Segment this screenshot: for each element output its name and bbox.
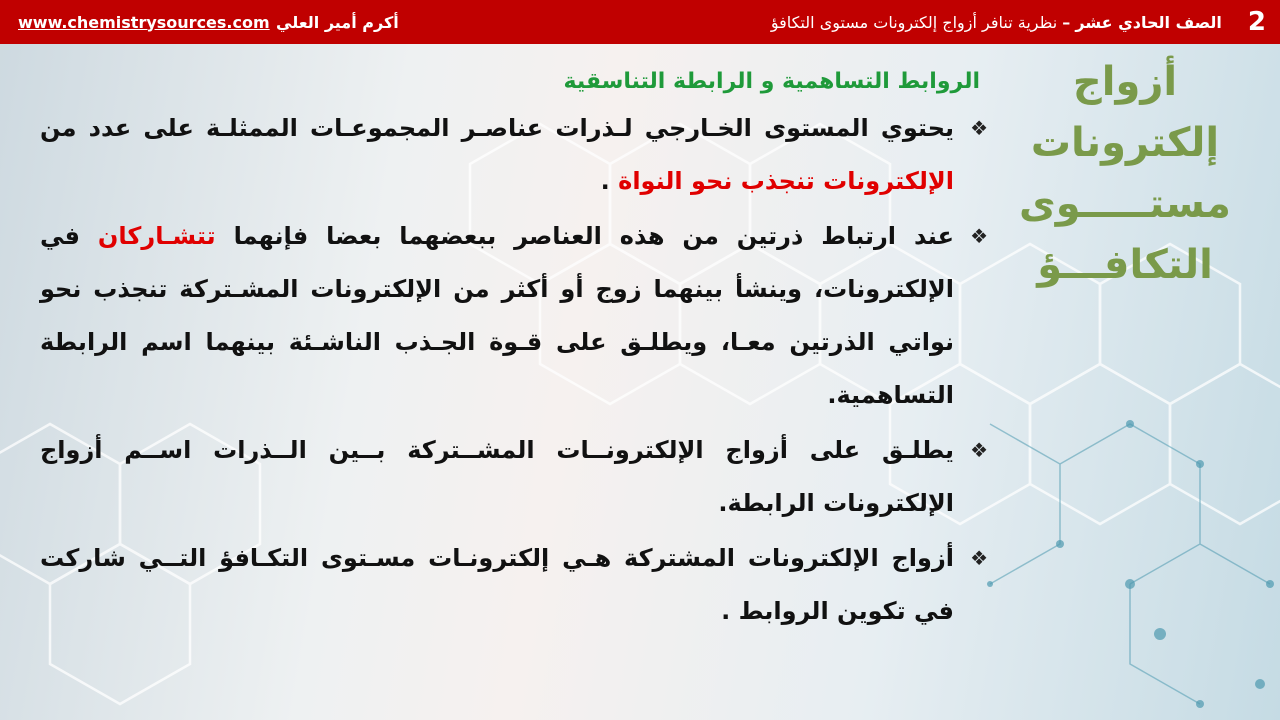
bullet-text: يحتوي المستوى الخـارجي لـذرات عناصـر المجموعـات الممثلـة على عدد من [40, 114, 954, 142]
diamond-bullet-icon: ❖ [970, 546, 988, 570]
bullet-text-end: في الإلكترونات، وينشأ بينهما زوج أو أكثر من الإلكترونات المشـتركة تنجذب نحو نواتي الذرتين معـا، ويطلـق على قـوة الجـذب الناشـئة بينهما اسم الرابطة التساهمية. [40, 222, 954, 409]
list-item [40, 210, 988, 422]
list-item [40, 424, 988, 530]
highlighted-text: تتشـاركان [97, 222, 216, 250]
side-title-line: إلكترونات [1030, 120, 1220, 166]
lesson-breadcrumb [771, 13, 1222, 32]
section-heading: الروابط التساهمية و الرابطة التناسقية [563, 69, 980, 94]
breadcrumb-separator: – [1062, 12, 1071, 32]
page-number: 2 [1247, 7, 1266, 37]
bullet-list [40, 102, 988, 638]
list-item [40, 532, 988, 638]
side-title-line: التكافـــؤ [1037, 242, 1213, 288]
author-name: أكرم أمير العلي [276, 12, 399, 32]
bullet-text: أزواج الإلكترونات المشتركة هـي إلكترونـات مسـتوى التكـافؤ التــي شاركت في تكوين الروابط . [40, 544, 954, 625]
bullet-text-end: . [600, 167, 610, 195]
lesson-title: نظرية تنافر أزواج إلكترونات مستوى التكافؤ [770, 12, 1058, 32]
list-item [40, 102, 988, 208]
diamond-bullet-icon: ❖ [970, 438, 988, 462]
side-title-line: مستـــــوى [1019, 181, 1231, 227]
bullet-text: عند ارتباط ذرتين من هذه العناصر ببعضهما بعضا فإنهما [233, 222, 954, 250]
diamond-bullet-icon: ❖ [970, 224, 988, 248]
header-bar [0, 0, 1280, 44]
main-content [40, 62, 988, 640]
diamond-bullet-icon: ❖ [970, 116, 988, 140]
highlighted-text: الإلكترونات تنجذب نحو النواة [618, 167, 954, 195]
grade-label: الصف الحادي عشر [1075, 12, 1222, 32]
side-title [1010, 52, 1240, 296]
header-right-group [771, 7, 1266, 37]
website-link[interactable]: www.chemistrysources.com [18, 12, 270, 32]
side-title-line: أزواج [1072, 59, 1178, 105]
bullet-text: يطلـق على أزواج الإلكترونــات المشــتركة بــين الــذرات اســم أزواج الإلكترونات الرابطة. [40, 436, 954, 517]
